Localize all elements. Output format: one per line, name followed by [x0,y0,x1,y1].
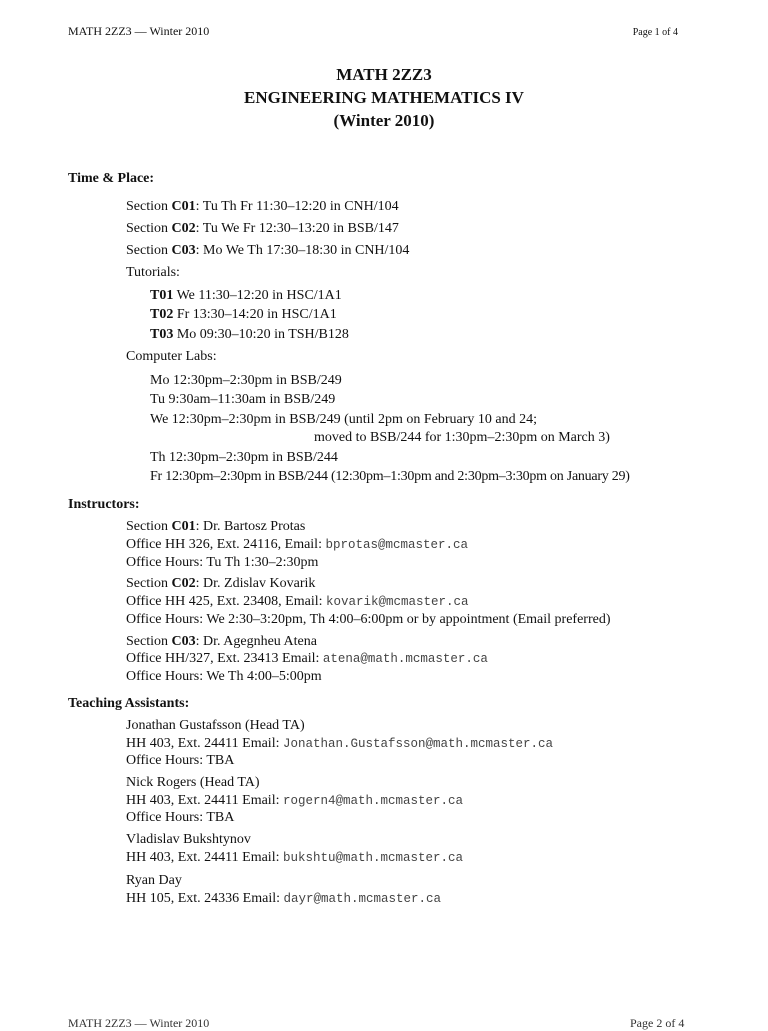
section-code: C01 [171,519,196,534]
tutorials-label: Tutorials: [126,265,180,280]
ta-office [126,793,463,809]
ta-name: Vladislav Bukshtynov [126,832,251,847]
ta-office [126,850,463,866]
ta-name: Ryan Day [126,873,182,888]
office-info: Office HH 425, Ext. 23408, Email: [126,594,326,609]
section-prefix: Section [126,519,172,534]
ta-hours: Office Hours: TBA [126,810,235,825]
ta-office [126,891,441,907]
running-header-page: Page 1 of 4 [632,27,678,38]
section-prefix: Section [126,199,172,214]
ta-name: Jonathan Gustafsson (Head TA) [126,718,305,733]
section-code: C02 [171,221,196,236]
lab-row: We 12:30pm–2:30pm in BSB/249 (until 2pm on February 10 and 24; [150,412,537,427]
instructor-name-text: : Dr. Bartosz Protas [195,519,306,534]
tutorial-row [150,327,349,343]
office-info: HH 403, Ext. 24411 Email: [126,736,283,751]
section-prefix: Section [126,576,172,591]
instructor-name [126,519,305,535]
lab-row: Fr 12:30pm–2:30pm in BSB/244 (12:30pm–1:30pm and 2:30pm–3:30pm on January 29) [150,469,630,484]
ta-name: Nick Rogers (Head TA) [126,775,260,790]
section-prefix: Section [126,243,172,258]
tutorial-code: T02 [150,307,174,322]
instructor-hours: Office Hours: We Th 4:00–5:00pm [126,669,322,684]
email-link[interactable]: kovarik@mcmaster.ca [326,595,469,609]
tutorial-row [150,307,337,323]
title-term: (Winter 2010) [333,111,435,130]
section-time: : Tu We Fr 12:30–13:20 in BSB/147 [195,221,399,236]
document-title [0,63,768,132]
office-info: Office HH/327, Ext. 23413 Email: [126,651,323,666]
lab-row: Th 12:30pm–2:30pm in BSB/244 [150,450,338,465]
title-course-name: ENGINEERING MATHEMATICS IV [244,88,524,107]
office-info: Office HH 326, Ext. 24116, Email: [126,537,326,552]
tutorial-time: We 11:30–12:20 in HSC/1A1 [173,288,342,303]
tutorial-code: T03 [150,327,174,342]
instructors-heading: Instructors: [68,497,140,512]
section-schedule [126,199,399,215]
computer-labs-label: Computer Labs: [126,349,217,364]
ta-office [126,736,553,752]
instructor-name [126,634,317,650]
email-link[interactable]: bukshtu@math.mcmaster.ca [282,851,463,865]
lab-row: Tu 9:30am–11:30am in BSB/249 [150,392,336,407]
instructor-name [126,576,315,592]
section-schedule [126,243,409,259]
office-info: HH 403, Ext. 24411 Email: [126,793,283,808]
tutorial-row [150,288,342,304]
instructor-office [126,594,469,610]
section-prefix: Section [126,634,172,649]
running-header-course: MATH 2ZZ3 — Winter 2010 [68,24,210,38]
next-page-header-page: Page 2 of 4 [630,1016,685,1030]
section-code: C02 [171,576,196,591]
title-course-code: MATH 2ZZ3 [336,65,432,84]
section-code: C03 [171,634,196,649]
instructor-name-text: : Dr. Agegnheu Atena [195,634,317,649]
instructor-hours: Office Hours: We 2:30–3:20pm, Th 4:00–6:00pm or by appointment (Email preferred) [126,612,611,627]
instructor-office [126,537,468,553]
section-code: C01 [171,199,196,214]
section-time: : Mo We Th 17:30–18:30 in CNH/104 [195,243,410,258]
tutorial-time: Mo 09:30–10:20 in TSH/B128 [173,327,349,342]
ta-hours: Office Hours: TBA [126,753,235,768]
time-place-heading: Time & Place: [68,171,155,186]
tas-heading: Teaching Assistants: [68,696,190,711]
tutorial-time: Fr 13:30–14:20 in HSC/1A1 [173,307,337,322]
email-link[interactable]: atena@math.mcmaster.ca [322,652,488,666]
email-link[interactable]: Jonathan.Gustafsson@math.mcmaster.ca [282,737,554,751]
instructor-hours: Office Hours: Tu Th 1:30–2:30pm [126,555,319,570]
office-info: HH 105, Ext. 24336 Email: [126,891,284,906]
section-time: : Tu Th Fr 11:30–12:20 in CNH/104 [195,199,399,214]
next-page-header-course: MATH 2ZZ3 — Winter 2010 [68,1016,210,1030]
tutorial-code: T01 [150,288,174,303]
section-schedule [126,221,399,237]
office-info: HH 403, Ext. 24411 Email: [126,850,283,865]
email-link[interactable]: dayr@math.mcmaster.ca [283,892,442,906]
lab-row-continuation: moved to BSB/244 for 1:30pm–2:30pm on March 3) [314,430,610,445]
instructor-name-text: : Dr. Zdislav Kovarik [195,576,316,591]
instructor-office [126,651,488,667]
email-link[interactable]: bprotas@mcmaster.ca [325,538,468,552]
lab-row: Mo 12:30pm–2:30pm in BSB/249 [150,373,342,388]
section-code: C03 [171,243,196,258]
section-prefix: Section [126,221,172,236]
email-link[interactable]: rogern4@math.mcmaster.ca [282,794,463,808]
